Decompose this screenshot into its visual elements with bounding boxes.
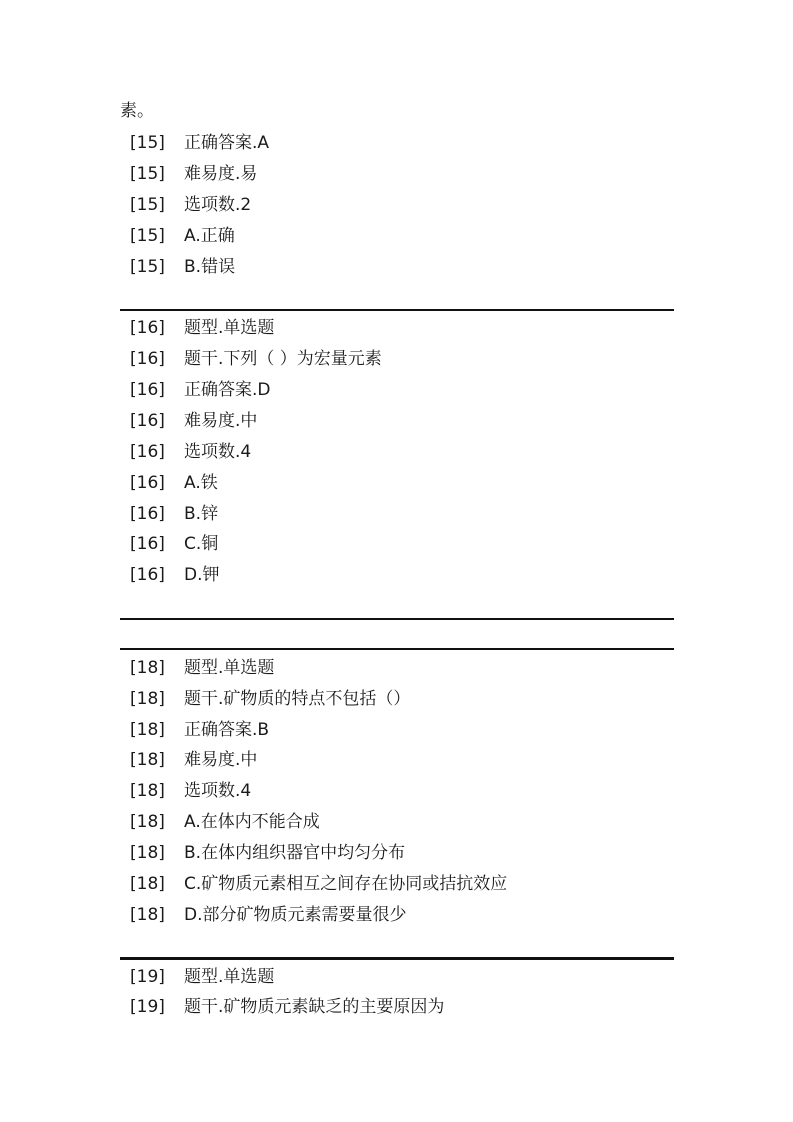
list-item (130, 748, 257, 772)
question-number: [15] (130, 226, 165, 246)
list-item (130, 347, 382, 371)
section-divider (120, 618, 674, 620)
item-text: 正确答案.A (184, 133, 270, 153)
question-number: [18] (130, 874, 165, 894)
question-number: [16] (130, 565, 165, 585)
item-text: 难易度.中 (184, 411, 258, 431)
question-number: [16] (130, 349, 165, 369)
list-item (130, 532, 218, 556)
list-item (130, 810, 320, 834)
item-text: 题干.下列（ ）为宏量元素 (184, 349, 382, 369)
list-item (130, 162, 257, 186)
list-item (130, 502, 218, 526)
item-text: 选项数.4 (184, 781, 252, 801)
list-item (130, 131, 269, 155)
section-divider (120, 957, 674, 960)
list-item (130, 903, 407, 927)
question-number: [15] (130, 257, 165, 277)
section-divider (120, 648, 674, 650)
question-number: [18] (130, 720, 165, 740)
item-text: 选项数.4 (184, 442, 252, 462)
list-item (130, 224, 235, 248)
question-number: [19] (130, 997, 165, 1017)
item-text: C.铜 (184, 534, 219, 554)
list-item (130, 995, 444, 1019)
question-number: [18] (130, 781, 165, 801)
list-item (130, 255, 235, 279)
list-item (130, 316, 274, 340)
item-text: 题干.矿物质元素缺乏的主要原因为 (184, 997, 445, 1017)
list-item (130, 718, 269, 742)
item-text: 正确答案.B (184, 720, 270, 740)
item-text: B.在体内组织器官中均匀分布 (184, 843, 406, 863)
question-number: [16] (130, 411, 165, 431)
item-text: 题干.矿物质的特点不包括（） (184, 689, 411, 709)
question-number: [18] (130, 812, 165, 832)
item-text: D.钾 (184, 565, 220, 585)
list-item (130, 193, 251, 217)
question-number: [16] (130, 534, 165, 554)
question-number: [18] (130, 750, 165, 770)
item-text: 题型.单选题 (184, 318, 275, 338)
list-item (130, 841, 405, 865)
item-text: 选项数.2 (184, 195, 252, 215)
question-number: [15] (130, 195, 165, 215)
list-item (130, 965, 274, 989)
question-number: [16] (130, 318, 165, 338)
item-text: 正确答案.D (184, 380, 271, 400)
item-text: B.锌 (184, 504, 219, 524)
item-text: D.部分矿物质元素需要量很少 (184, 905, 407, 925)
list-item (130, 440, 251, 464)
item-text: A.铁 (184, 473, 218, 493)
item-text: A.在体内不能合成 (184, 812, 320, 832)
question-number: [18] (130, 689, 165, 709)
list-item (130, 563, 220, 587)
question-number: [16] (130, 442, 165, 462)
list-item (130, 378, 271, 402)
item-text: 题型.单选题 (184, 967, 275, 987)
question-number: [18] (130, 905, 165, 925)
list-item (130, 471, 218, 495)
list-item (130, 409, 257, 433)
continued-text-fragment: 素。 (120, 101, 154, 121)
item-text: 难易度.易 (184, 164, 258, 184)
question-number: [19] (130, 967, 165, 987)
list-item (130, 656, 274, 680)
question-number: [16] (130, 380, 165, 400)
item-text: 难易度.中 (184, 750, 258, 770)
question-number: [15] (130, 164, 165, 184)
question-number: [16] (130, 504, 165, 524)
list-item (130, 687, 410, 711)
list-item (130, 779, 251, 803)
item-text: B.错误 (184, 257, 236, 277)
item-text: A.正确 (184, 226, 235, 246)
question-number: [15] (130, 133, 165, 153)
list-item (130, 872, 507, 896)
question-number: [18] (130, 658, 165, 678)
item-text: C.矿物质元素相互之间存在协同或拮抗效应 (184, 874, 508, 894)
section-divider (120, 309, 674, 311)
item-text: 题型.单选题 (184, 658, 275, 678)
question-number: [16] (130, 473, 165, 493)
question-number: [18] (130, 843, 165, 863)
